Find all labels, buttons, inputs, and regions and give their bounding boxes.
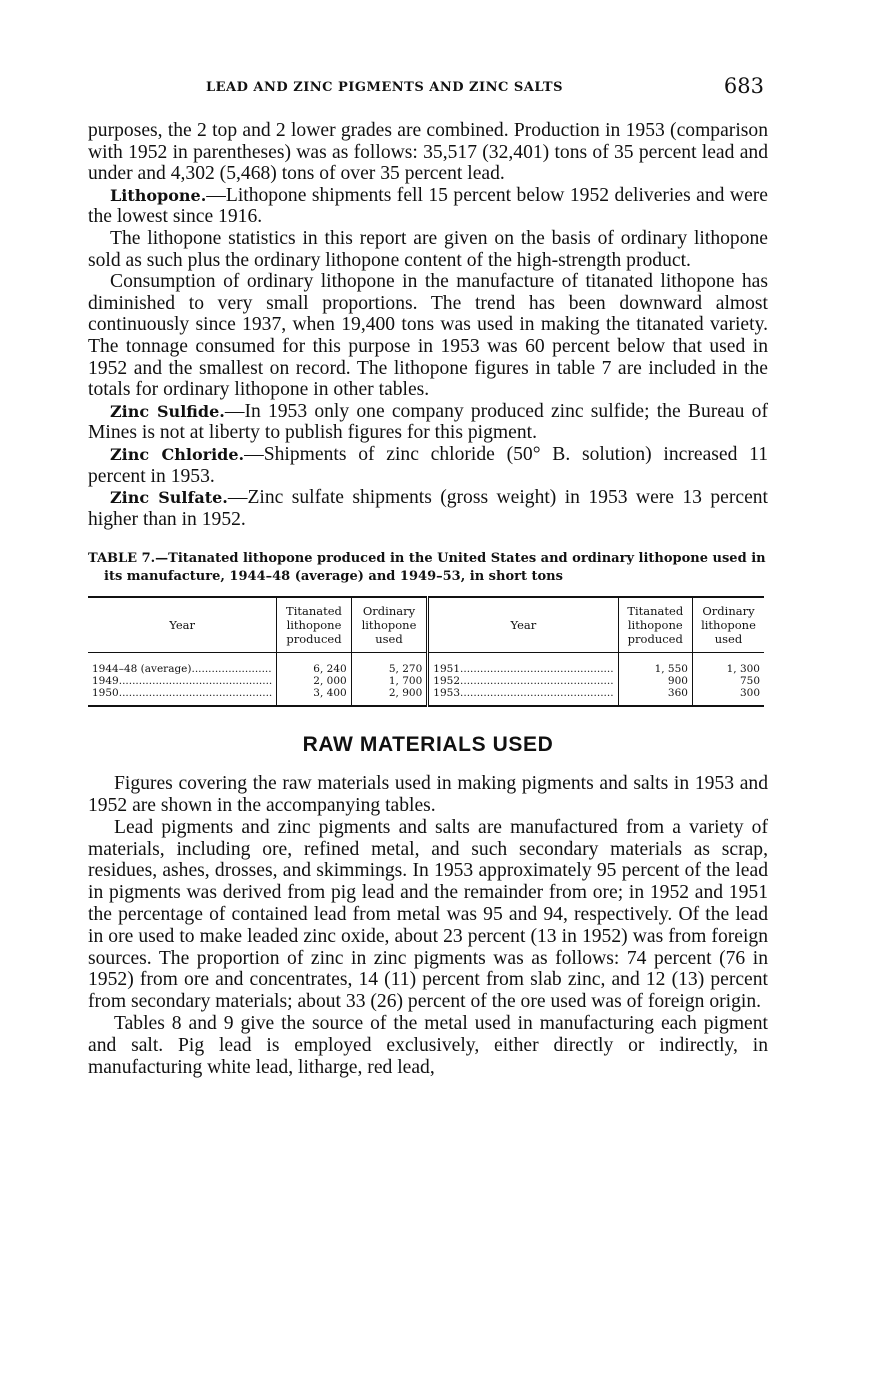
titanated-cell: 6, 240 [277, 653, 351, 676]
paragraph-zinc-sulfide [88, 401, 768, 444]
paragraph-zinc-chloride [88, 444, 768, 487]
running-header [88, 70, 768, 100]
table-7-caption: TABLE 7.—Titanated lithopone produced in the United States and ordinary lithopone used in its manufacture, 1944–48 (average) and 1949–53, in short tons [88, 551, 766, 585]
paragraph-lithopone [88, 185, 768, 228]
col-header-titanated-right: Titanated lithopone produced [618, 597, 692, 653]
paragraph-zinc-sulfate [88, 487, 768, 530]
table-row [88, 653, 764, 676]
paragraph-consumption: Consumption of ordinary lithopone in the manufacture of titanated lithopone has diminished to very small proportions. The trend has been downward almost continuously since 1937, when 19,400 tons was used in making the titanated variety. The tonnage consumed for this purpose in 1953 was 60 percent below that used in 1952 and the smallest on record. The lithopone figures in table 7 are included in the totals for ordinary lithopone in other tables. [88, 271, 768, 401]
ordinary-cell: 1, 300 [692, 653, 764, 676]
year-cell: 1953.............................................. [428, 687, 618, 706]
ordinary-cell: 300 [692, 687, 764, 706]
zinc-chloride-heading: Zinc Chloride. [110, 444, 245, 464]
ordinary-cell: 5, 270 [351, 653, 428, 676]
lithopone-heading: Lithopone. [110, 185, 207, 205]
running-title: LEAD AND ZINC PIGMENTS AND ZINC SALTS [206, 80, 563, 95]
titanated-cell: 2, 000 [277, 675, 351, 687]
body-text [88, 120, 768, 530]
titanated-cell: 900 [618, 675, 692, 687]
year-cell: 1944–48 (average)........................ [92, 663, 272, 676]
zinc-sulfide-heading: Zinc Sulfide. [110, 401, 225, 421]
table-row [88, 675, 764, 687]
zinc-chloride-text: —Shipments of zinc chloride (50° B. solution) increased 11 percent in 1953. [88, 443, 769, 487]
year-cell: 1950.............................................. [92, 687, 273, 700]
col-header-ordinary-left: Ordinary lithopone used [351, 597, 428, 653]
zinc-sulfate-text: —Zinc sulfate shipments (gross weight) in 1953 were 13 percent higher than in 1952. [88, 487, 769, 530]
page-number: 683 [723, 74, 764, 98]
zinc-sulfate-heading: Zinc Sulfate. [110, 488, 228, 508]
year-cell: 1951.............................................. [428, 653, 618, 676]
year-cell: 1952.............................................. [428, 675, 618, 687]
table-header-row [88, 597, 764, 653]
section-heading: RAW MATERIALS USED [302, 733, 554, 757]
col-header-year-left: Year [88, 597, 277, 653]
ordinary-cell: 750 [692, 675, 764, 687]
titanated-cell: 360 [618, 687, 692, 706]
zinc-sulfide-text: —In 1953 only one company produced zinc sulfide; the Bureau of Mines is not at liberty to publish figures for this pigment. [88, 400, 768, 444]
ordinary-cell: 1, 700 [351, 675, 428, 687]
ordinary-cell: 2, 900 [351, 687, 428, 706]
lithopone-text: —Lithopone shipments fell 15 percent below 1952 deliveries and were the lowest since 1916. [88, 184, 768, 228]
col-header-titanated-left: Titanated lithopone produced [277, 597, 351, 653]
paragraph-figures: Figures covering the raw materials used in making pigments and salts in 1953 and 1952 are shown in the accompanying tables. [88, 773, 768, 817]
col-header-ordinary-right: Ordinary lithopone used [692, 597, 764, 653]
titanated-cell: 1, 550 [618, 653, 692, 676]
col-header-year-right: Year [428, 597, 618, 653]
paragraph-lead-pigments: Lead pigments and zinc pigments and salts are manufactured from a variety of materials, including ore, refined metal, and such secondary materials as scrap, residues, ashes, drosses, and skimmings. In 1953 approximately 95 percent of the lead in pigments was derived from pig lead and the remainder from ore; in 1952 and 1951 the percentage of contained lead from metal was 95 and 94, respectively. Of the lead in ore used to make leaded zinc oxide, about 23 percent (13 in 1952) was from foreign sources. The proportion of zinc in zinc pigments was as follows: 74 percent (76 in 1952) from ore and concentrates, 14 (11) percent from slab zinc, and 12 (13) percent from secondary materials; about 33 (26) percent of the ore used was of foreign origin. [88, 816, 768, 1013]
document-page [88, 70, 768, 1078]
titanated-cell: 3, 400 [277, 687, 351, 706]
table-7 [88, 596, 764, 707]
paragraph-tables-8-9: Tables 8 and 9 give the source of the metal used in manufacturing each pigment and salt. Pig lead is employed exclusively, either directly or indirectly, in manufacturing white lead, litharge, red lead, [88, 1013, 768, 1078]
table-row [88, 687, 764, 706]
paragraph-production: purposes, the 2 top and 2 lower grades are combined. Production in 1953 (comparison with 1952 in parentheses) was as follows: 35,517 (32,401) tons of 35 percent lead and under and 4,302 (5,468) tons of over 35 percent lead. [88, 120, 768, 185]
raw-materials-text [88, 773, 768, 1078]
year-cell: 1949.............................................. [92, 675, 273, 688]
paragraph-lithopone-statistics: The lithopone statistics in this report are given on the basis of ordinary lithopone sold as such plus the ordinary lithopone content of the high-strength product. [88, 227, 768, 271]
